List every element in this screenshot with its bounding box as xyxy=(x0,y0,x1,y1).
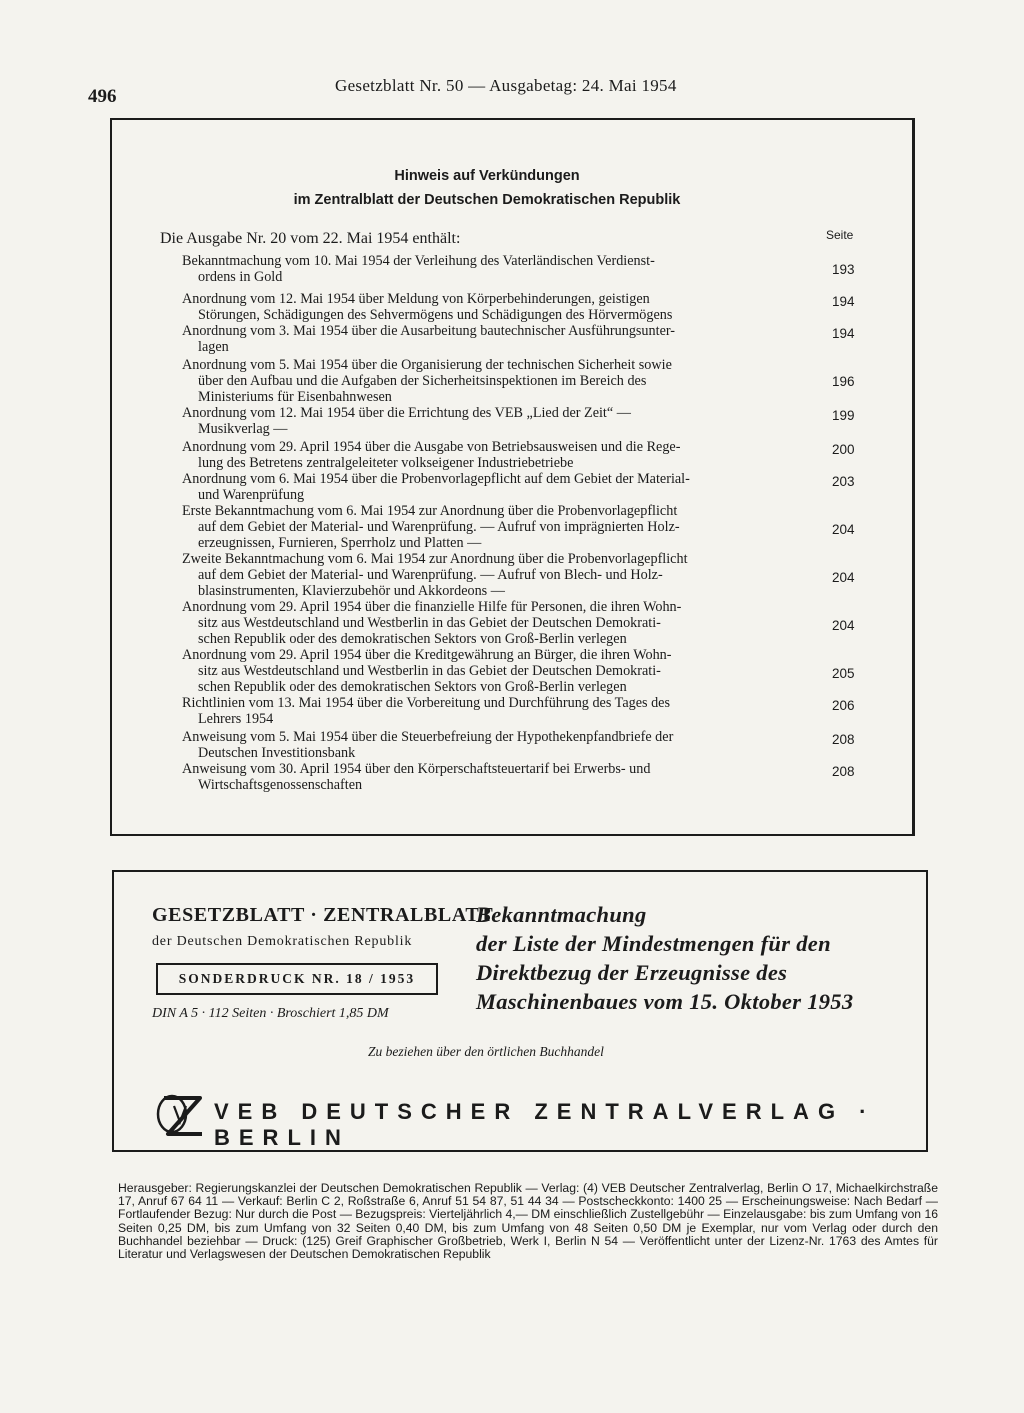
notice-entry-line: Wirtschaftsgenossenschaften xyxy=(198,776,363,793)
ad-format-price: DIN A 5 · 112 Seiten · Broschiert 1,85 DM xyxy=(152,1006,389,1021)
notice-entry-page: 193 xyxy=(832,262,855,277)
notice-entry-page: 194 xyxy=(832,326,855,341)
notice-entry-line: blasinstrumenten, Klavierzubehör und Akkordeons — xyxy=(198,582,505,599)
notice-entry-line: Bekanntmachung vom 10. Mai 1954 der Verleihung des Vaterländischen Verdienst- xyxy=(182,253,655,269)
ad-headline-line: Maschinenbaues vom 15. Oktober 1953 xyxy=(476,989,854,1014)
notice-entry xyxy=(182,440,807,472)
notice-entry xyxy=(182,504,807,551)
notice-title-line: Hinweis auf Verkündungen xyxy=(394,168,580,184)
notice-entry-line: Anordnung vom 6. Mai 1954 über die Probenvorlagepflicht auf dem Gebiet der Material- xyxy=(182,471,690,487)
special-print-label: SONDERDRUCK NR. 18 / 1953 xyxy=(156,963,438,995)
ad-publication-title: GESETZBLATT · ZENTRALBLATT xyxy=(152,904,494,926)
notice-entry xyxy=(182,648,807,695)
notice-entry-line: Anordnung vom 29. April 1954 über die Kreditgewährung an Bürger, die ihren Wohn- xyxy=(182,647,672,663)
notice-entry-page: 208 xyxy=(832,764,855,779)
notice-entry-line: Anordnung vom 29. April 1954 über die Ausgabe von Betriebsausweisen und die Rege- xyxy=(182,439,681,455)
notice-entry-line: über den Aufbau und die Aufgaben der Sicherheitsinspektionen im Bereich des xyxy=(198,372,647,389)
notice-entry-page: 204 xyxy=(832,522,855,537)
notice-entry xyxy=(182,324,807,356)
ad-headline-line: Direktbezug der Erzeugnisse des xyxy=(476,960,788,985)
notice-entry-page: 204 xyxy=(832,618,855,633)
notice-entry-page: 203 xyxy=(832,474,855,489)
imprint-footer: Herausgeber: Regierungskanzlei der Deutschen Demokratischen Republik — Verlag: (4) VEB Deutscher Zentralverlag, Berlin O 17, Michaelkirchstraße 17, Anruf 67 64 11 — Verkauf: Berlin C 2, Roßstraße 6, Anruf 51 54 87, 51 44 34 — Postscheckkonto: 1400 25 — Erscheinungsweise: Nach Bedarf — Fortlaufender Bezug: Nur durch die Post — Bezugspreis: Vierteljährlich 4,— DM einschließlich Zustellgebühr — Einzelausgabe: bis zum Umfang von 16 Seiten 0,25 DM, bis zum Umfang von 32 Seiten 0,40 DM, bis zum Umfang von 48 Seiten 0,50 DM je Exemplar, nur vom Verlag oder durch den Buchhandel beziehbar — Druck: (125) Greif Graphischer Großbetrieb, Werk I, Berlin N 54 — Veröffentlicht unter der Lizenz-Nr. 1763 des Amtes für Literatur und Verlagswesen der Deutschen Demokratischen Republik xyxy=(118,1181,938,1262)
notice-entry xyxy=(182,472,807,504)
notice-entry-line: Erste Bekanntmachung vom 6. Mai 1954 zur Anordnung über die Probenvorlagepflicht xyxy=(182,503,678,519)
notice-entry-page: 208 xyxy=(832,732,855,747)
publication-notice-box xyxy=(110,118,915,836)
notice-entry-line: Anordnung vom 12. Mai 1954 über die Errichtung des VEB „Lied der Zeit“ — xyxy=(182,405,631,421)
notice-entry-line: Anordnung vom 29. April 1954 über die finanzielle Hilfe für Personen, die ihren Wohn- xyxy=(182,599,682,615)
ad-headline-line: Bekanntmachung xyxy=(476,902,647,927)
notice-entry-line: Lehrers 1954 xyxy=(198,710,274,727)
notice-entry-page: 196 xyxy=(832,374,855,389)
publisher-name: VEB DEUTSCHER ZENTRALVERLAG · BERLIN xyxy=(214,1099,876,1150)
notice-entry xyxy=(182,406,807,438)
notice-entry-page: 204 xyxy=(832,570,855,585)
notice-title-line: im Zentralblatt der Deutschen Demokratischen Republik xyxy=(293,192,681,208)
running-header: Gesetzblatt Nr. 50 — Ausgabetag: 24. Mai 1954 xyxy=(335,76,677,95)
notice-entry-page: 205 xyxy=(832,666,855,681)
notice-entry-line: Richtlinien vom 13. Mai 1954 über die Vorbereitung und Durchführung des Tages des xyxy=(182,695,670,711)
notice-entry-line: sitz aus Westdeutschland und Westberlin in das Gebiet der Deutschen Demokrati- xyxy=(198,614,661,631)
page-column-label: Seite xyxy=(826,228,854,242)
notice-entry-page: 206 xyxy=(832,698,855,713)
notice-entry-line: ordens in Gold xyxy=(198,268,283,285)
notice-entry-page: 199 xyxy=(832,408,855,423)
page-number: 496 xyxy=(88,86,117,107)
notice-entry-line: lung des Betretens zentralgeleiteter volkseigener Industriebetriebe xyxy=(198,454,574,471)
notice-entry-page: 200 xyxy=(832,442,855,457)
notice-entry xyxy=(182,552,807,599)
notice-entry-line: Störungen, Schädigungen des Sehvermögens und Schädigungen des Hörvermögens xyxy=(198,306,673,323)
ad-availability: Zu beziehen über den örtlichen Buchhandel xyxy=(368,1044,604,1059)
notice-entry-line: lagen xyxy=(198,338,229,355)
notice-entry-line: Zweite Bekanntmachung vom 6. Mai 1954 zur Anordnung über die Probenvorlagepflicht xyxy=(182,551,688,567)
notice-entry xyxy=(182,292,807,324)
notice-entry-line: schen Republik oder des demokratischen Sektors von Groß-Berlin verlegen xyxy=(198,630,627,647)
notice-entry xyxy=(182,254,807,286)
notice-entry-page: 194 xyxy=(832,294,855,309)
notice-entry-line: Musikverlag — xyxy=(198,420,288,437)
ad-publication-subtitle: der Deutschen Demokratischen Republik xyxy=(152,934,413,949)
notice-title xyxy=(112,164,862,212)
notice-entry xyxy=(182,358,807,405)
notice-entry xyxy=(182,730,807,762)
advertisement-box xyxy=(112,870,928,1152)
ad-headline-line: der Liste der Mindestmengen für den xyxy=(476,931,831,956)
notice-entry-line: sitz aus Westdeutschland und Westberlin in das Gebiet der Deutschen Demokrati- xyxy=(198,662,661,679)
notice-entry-line: Anweisung vom 5. Mai 1954 über die Steuerbefreiung der Hypothekenpfandbriefe der xyxy=(182,729,674,745)
notice-intro: Die Ausgabe Nr. 20 vom 22. Mai 1954 enthält: xyxy=(160,230,461,247)
notice-entry-line: Anordnung vom 12. Mai 1954 über Meldung von Körperbehinderungen, geistigen xyxy=(182,291,650,307)
notice-entry-line: schen Republik oder des demokratischen Sektors von Groß-Berlin verlegen xyxy=(198,678,627,695)
notice-entry-line: auf dem Gebiet der Material- und Warenprüfung. — Aufruf von imprägnierten Holz- xyxy=(198,518,680,535)
notice-entry-line: Ministeriums für Eisenbahnwesen xyxy=(198,388,392,405)
zv-monogram-icon xyxy=(154,1092,206,1140)
notice-entry-line: Anordnung vom 3. Mai 1954 über die Ausarbeitung bautechnischer Ausführungsunter- xyxy=(182,323,676,339)
notice-entry-line: Anordnung vom 5. Mai 1954 über die Organisierung der technischen Sicherheit sowie xyxy=(182,357,672,373)
notice-entry xyxy=(182,762,807,794)
notice-entry-line: auf dem Gebiet der Material- und Warenprüfung. — Aufruf von Blech- und Holz- xyxy=(198,566,663,583)
ad-headline xyxy=(476,900,916,1016)
notice-entry-line: und Warenprüfung xyxy=(198,486,305,503)
notice-entry-line: Deutschen Investitionsbank xyxy=(198,744,356,761)
notice-entry-line: erzeugnissen, Furnieren, Sperrholz und Platten — xyxy=(198,534,482,551)
notice-entry xyxy=(182,696,807,728)
notice-entry-line: Anweisung vom 30. April 1954 über den Körperschaftsteuertarif bei Erwerbs- und xyxy=(182,761,651,777)
notice-entry xyxy=(182,600,807,647)
